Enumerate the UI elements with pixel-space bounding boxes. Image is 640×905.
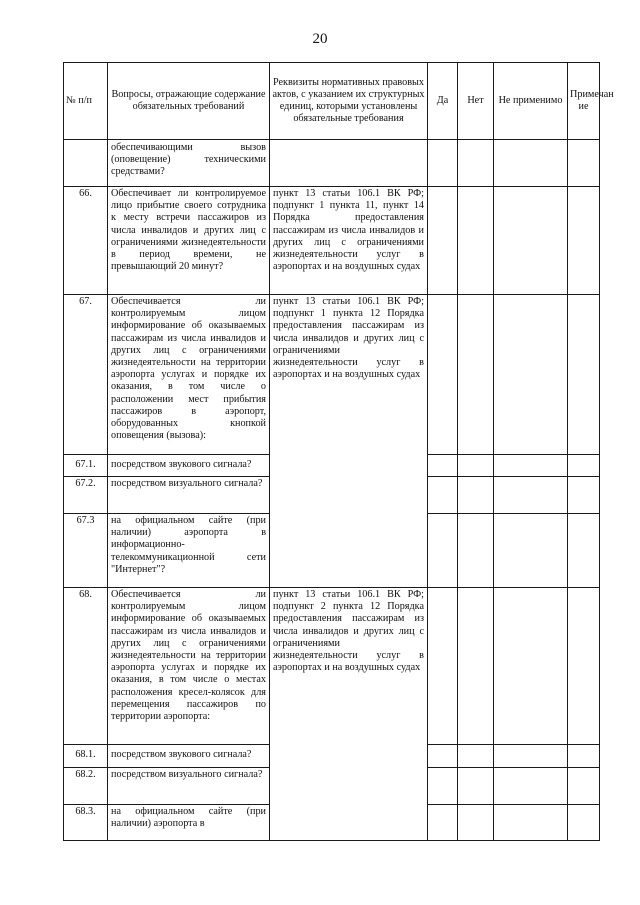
row-question: Обеспечивает ли контролируемое лицо прибытие своего сотрудника к месту встречи пассажиров из числа инвалидов и других лиц с ограничениями жизнедеятельности в период времени, не превышающий 20 минут? (108, 187, 270, 295)
table-row (64, 768, 600, 805)
row-number: 68.2. (64, 768, 108, 805)
answer-no-cell[interactable] (458, 514, 494, 588)
table-row (64, 745, 600, 768)
note-cell[interactable] (568, 187, 600, 295)
answer-yes-cell[interactable] (428, 477, 458, 514)
row-reference (270, 745, 428, 768)
answer-yes-cell[interactable] (428, 514, 458, 588)
row-question: Обеспечивается ли контролируемым лицом информирование об оказываемых пассажирам из числа инвалидов и других лиц с ограничениями жизнедеятельности на территории аэропорта услугах и порядке их оказания, в том числе о местах расположения кресел-колясок для перемещения пассажиров по территории аэропорта: (108, 588, 270, 745)
answer-na-cell[interactable] (494, 514, 568, 588)
row-number: 68.3. (64, 805, 108, 841)
row-question: Обеспечивается ли контролируемым лицом информирование об оказываемых пассажирам из числа инвалидов и других лиц с ограничениями жизнедеятельности на территории аэропорта услугах и порядке их оказания, в том числе о расположении мест прибытия пассажиров в аэропорт, оборудованных кнопкой оповещения (вызова): (108, 295, 270, 455)
note-cell[interactable] (568, 768, 600, 805)
row-number: 67. (64, 295, 108, 455)
row-question: посредством визуального сигнала? (108, 477, 270, 514)
table-row (64, 455, 600, 477)
page-number: 20 (312, 31, 328, 47)
row-reference: пункт 13 статьи 106.1 ВК РФ; подпункт 1 пункта 11, пункт 14 Порядка предоставления пассажирам из числа инвалидов и других лиц с ограничениями жизнедеятельности услуг в аэропортах и на воздушных судах (270, 187, 428, 295)
answer-na-cell[interactable] (494, 588, 568, 745)
answer-yes-cell[interactable] (428, 295, 458, 455)
answer-yes-cell[interactable] (428, 140, 458, 187)
row-question: посредством визуального сигнала? (108, 768, 270, 805)
table-row (64, 588, 600, 745)
requirements-table (63, 62, 614, 841)
header-note: Примечан ие (568, 63, 600, 140)
note-cell[interactable] (568, 140, 600, 187)
answer-na-cell[interactable] (494, 477, 568, 514)
header-no: Нет (458, 63, 494, 140)
row-reference (270, 805, 428, 841)
note-cell[interactable] (568, 588, 600, 745)
table-row (64, 514, 600, 588)
header-num: № п/п (64, 63, 108, 140)
note-cell[interactable] (568, 805, 600, 841)
row-reference (270, 140, 428, 187)
answer-na-cell[interactable] (494, 745, 568, 768)
answer-no-cell[interactable] (458, 745, 494, 768)
row-number (64, 140, 108, 187)
answer-no-cell[interactable] (458, 455, 494, 477)
table-row (64, 295, 600, 455)
answer-yes-cell[interactable] (428, 455, 458, 477)
answer-yes-cell[interactable] (428, 187, 458, 295)
row-reference: пункт 13 статьи 106.1 ВК РФ; подпункт 2 пункта 12 Порядка предоставления пассажирам из числа инвалидов и других лиц с ограничениями жизнедеятельности услуг в аэропортах и на воздушных судах (270, 588, 428, 745)
header-reference: Реквизиты нормативных правовых актов, с указанием их структурных единиц, которыми установлены обязательные требования (270, 63, 428, 140)
answer-na-cell[interactable] (494, 140, 568, 187)
row-number: 68.1. (64, 745, 108, 768)
note-cell[interactable] (568, 514, 600, 588)
answer-yes-cell[interactable] (428, 588, 458, 745)
answer-yes-cell[interactable] (428, 805, 458, 841)
row-reference: пункт 13 статьи 106.1 ВК РФ; подпункт 1 пункта 12 Порядка предоставления пассажирам из числа инвалидов и других лиц с ограничениями жизнедеятельности услуг в аэропортах и на воздушных судах (270, 295, 428, 455)
answer-na-cell[interactable] (494, 805, 568, 841)
answer-no-cell[interactable] (458, 477, 494, 514)
answer-na-cell[interactable] (494, 295, 568, 455)
answer-no-cell[interactable] (458, 805, 494, 841)
header-not-applicable: Не применимо (494, 63, 568, 140)
row-reference (270, 514, 428, 588)
answer-no-cell[interactable] (458, 140, 494, 187)
note-cell[interactable] (568, 455, 600, 477)
row-reference (270, 455, 428, 477)
row-number: 68. (64, 588, 108, 745)
row-reference (270, 477, 428, 514)
answer-na-cell[interactable] (494, 187, 568, 295)
note-cell[interactable] (568, 745, 600, 768)
answer-no-cell[interactable] (458, 588, 494, 745)
row-number: 66. (64, 187, 108, 295)
header-question: Вопросы, отражающие содержание обязательных требований (108, 63, 270, 140)
answer-na-cell[interactable] (494, 455, 568, 477)
note-cell[interactable] (568, 295, 600, 455)
row-question: посредством звукового сигнала? (108, 745, 270, 768)
answer-yes-cell[interactable] (428, 768, 458, 805)
answer-no-cell[interactable] (458, 295, 494, 455)
answer-yes-cell[interactable] (428, 745, 458, 768)
row-question: на официальном сайте (при наличии) аэропорта в (108, 805, 270, 841)
table-row (64, 187, 600, 295)
table-header-row (64, 63, 600, 140)
note-cell[interactable] (568, 477, 600, 514)
row-number: 67.2. (64, 477, 108, 514)
row-question: на официальном сайте (при наличии) аэропорта в информационно-телекоммуникационной сети "Интернет"? (108, 514, 270, 588)
table-row (64, 140, 600, 187)
header-yes: Да (428, 63, 458, 140)
row-reference (270, 768, 428, 805)
row-number: 67.1. (64, 455, 108, 477)
table-row (64, 805, 600, 841)
row-question: обеспечивающими вызов (оповещение) техническими средствами? (108, 140, 270, 187)
row-number: 67.3 (64, 514, 108, 588)
answer-no-cell[interactable] (458, 187, 494, 295)
table-row (64, 477, 600, 514)
answer-na-cell[interactable] (494, 768, 568, 805)
row-question: посредством звукового сигнала? (108, 455, 270, 477)
answer-no-cell[interactable] (458, 768, 494, 805)
